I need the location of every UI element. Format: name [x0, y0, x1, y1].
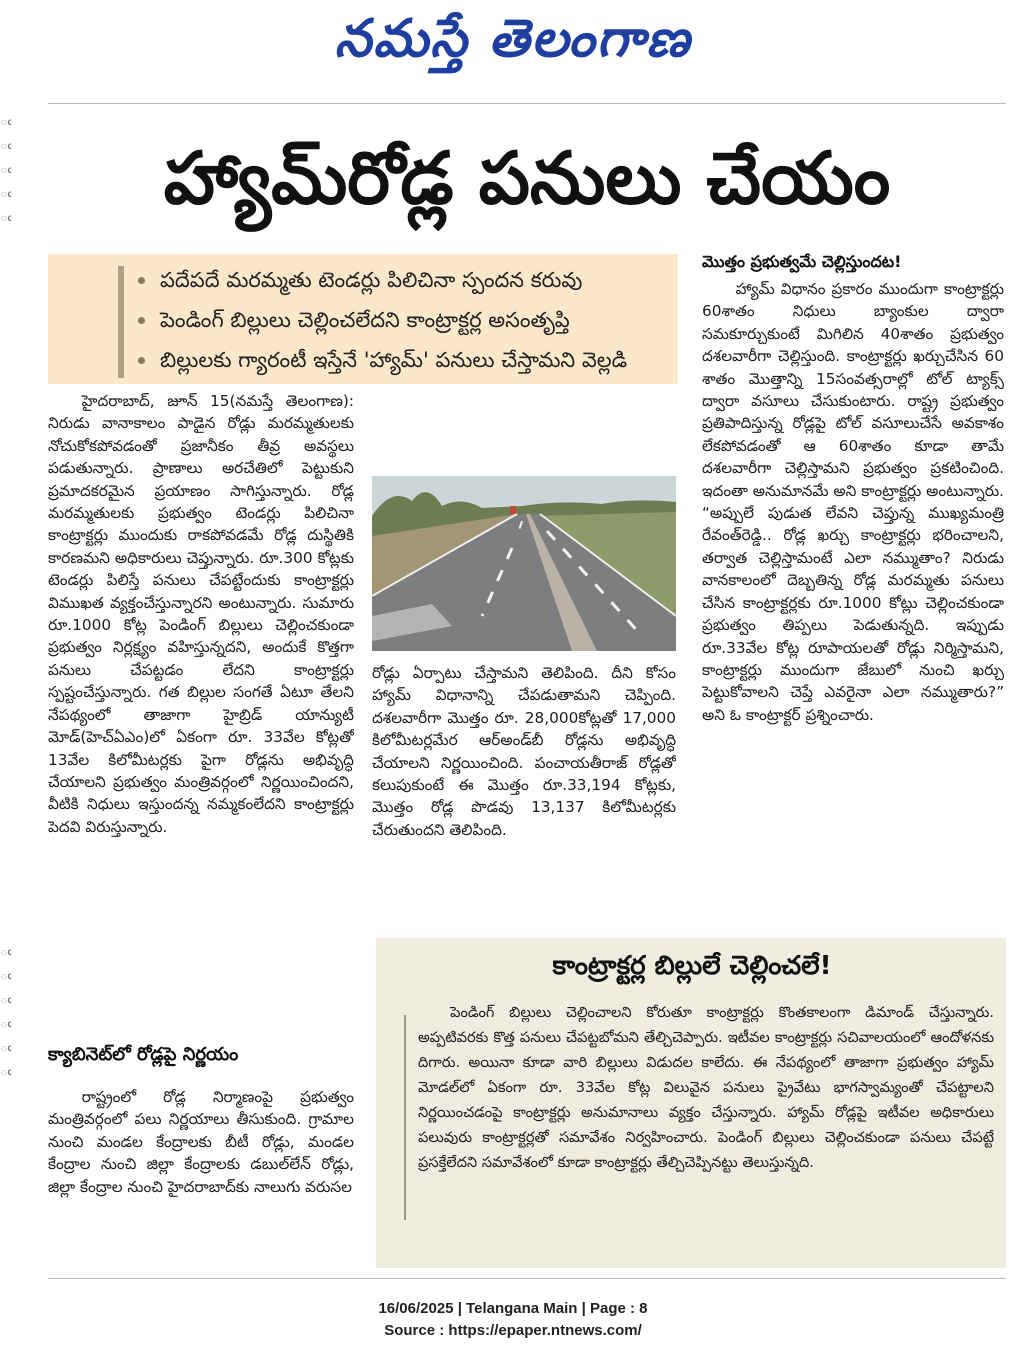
masthead-divider: [48, 103, 1006, 104]
edge-marks-bottom: ఁ ఁ ఁ ఁ ఁ ఁ: [0, 944, 12, 1079]
road-photo: [372, 476, 676, 651]
masthead-logo: నమస్తే తెలంగాణ: [334, 8, 692, 69]
footer-source-link[interactable]: Source : https://epaper.ntnews.com/: [384, 1322, 642, 1339]
sidebar-story-body: [418, 1000, 994, 1252]
article-paragraph: హ్యామ్ విధానం ప్రకారం ముందుగా కాంట్రాక్టర్లు 60శాతం నిధులు బ్యాంకుల ద్వారా సమకూర్చుకుంటే మిగిలిన 40శాతం ప్రభుత్వం దశలవారీగా చెల్లిస్తుంది. కాంట్రాక్టర్లు ఖర్చుచేసిన 60 శాతం మొత్తాన్ని 15సంవత్సరాల్లో టోల్ ట్యాక్స్ ద్వారా వసూలు చేసుకుంటారు. రాష్ట్ర ప్రభుత్వం ప్రతిపాదిస్తున్న రోడ్లపై టోల్ వసూలుచేసే అవకాశం లేకపోవడంతో ఆ 60శాతం కూడా తామే దశలవారీగా చెల్లిస్తామని ప్రభుత్వం ప్రకటించింది. ఇదంతా అనుమానమే అని కాంట్రాక్టర్లు అంటున్నారు. “అప్పులే పుడుత లేవని చెప్తున్న ముఖ్యమంత్రి రేవంత్‌రెడ్డి.. రోడ్ల ఖర్చు కాంట్రాక్టర్లు భరించాలని, తర్వాత చెల్లిస్తామంటే ఎలా నమ్ముతాం? నిరుడు వానకాలంలో దెబ్బతిన్న రోడ్ల మరమ్మతు పనులు చేసిన కాంట్రాక్టర్లకు రూ.1000 కోట్లు చెల్లించకుండా ప్రభుత్వం తిప్పలు పెడుతున్నది. ఇప్పుడు రూ.33వేల కోట్ల రూపాయలతో రోడ్లు నిర్మిస్తామని, కాంట్రాక్టర్లు ముందుగా జేబులో నుంచి ఖర్చు పెట్టుకోవాలని చెప్తే ఎవరైనా ఎలా నమ్ముతారు?” అని ఓ కాంట్రాక్టర్ ప్రశ్నించారు.: [702, 280, 1004, 724]
article-column-3: [702, 278, 1004, 916]
section-subhead: మొత్తం ప్రభుత్వమే చెల్లిస్తుందట!: [702, 252, 902, 271]
highlight-text: పదేపదే మరమ్మతు టెండర్లు పిలిచినా స్పందన కరువు: [160, 268, 583, 292]
highlight-text: పెండింగ్ బిల్లులు చెల్లించలేదని కాంట్రాక్టర్ల అసంతృప్తి: [160, 308, 570, 332]
sidebar-story-title: కాంట్రాక్టర్ల బిల్లులే చెల్లించలే!: [552, 951, 832, 981]
article-column-1b: [48, 1086, 354, 1266]
sidebar-story-rule: [404, 1015, 406, 1220]
highlights-box: [48, 254, 678, 384]
bullet-icon: [138, 277, 145, 284]
section-subhead: క్యాబినెట్‌లో రోడ్లపై నిర్ణయం: [48, 1044, 239, 1065]
article-paragraph: రాష్ట్రంలో రోడ్ల నిర్మాణంపై ప్రభుత్వం మంత్రివర్గంలో పలు నిర్ణయాలు తీసుకుంది. గ్రామాల నుంచి మండల కేంద్రాలకు బీటీ రోడ్లు, మండల కేంద్రాల నుంచి జిల్లా కేంద్రాలకు డబుల్‌లేన్ రోడ్లు, జిల్లా కేంద్రాల నుంచి హైదరాబాద్‌కు నాలుగు వరుసల: [48, 1088, 354, 1196]
highlight-item: [78, 260, 678, 300]
footer-edition-info: 16/06/2025 | Telangana Main | Page : 8: [378, 1300, 648, 1317]
edge-marks-top: ఁ ఁ ఁ ఁ ఁ: [0, 114, 12, 225]
headline: హ్యామ్‌రోడ్ల పనులు చేయం: [163, 136, 891, 220]
highlight-item: [78, 340, 678, 380]
highlight-item: [78, 300, 678, 340]
footer-divider: [48, 1278, 1006, 1279]
article-paragraph: హైదరాబాద్, జూన్ 15(నమస్తే తెలంగాణ): నిరుడు వానాకాలం పాడైన రోడ్లు మరమ్మతులకు నోచుకోకపోవడంతో ప్రజానీకం తీవ్ర అవస్థలు పడుతున్నారు. ప్రాణాలు అరచేతిలో పెట్టుకుని ప్రమాదకరమైన ప్రయాణం సాగిస్తున్నారు. రోడ్ల మరమ్మతులకు ప్రభుత్వం టెండర్లు పిలిచినా కాంట్రాక్టర్లు ముందుకు రాకపోవడమే రోడ్ల దుస్థితికి కారణమని అధికారులు చెప్తున్నారు. రూ.300 కోట్లకు టెండర్లు పిలిస్తే పనులు చేపట్టేందుకు కాంట్రాక్టర్లు విముఖత వ్యక్తంచేస్తున్నారని అంటున్నారు. సుమారు రూ.1000 కోట్ల పెండింగ్ బిల్లులు చెల్లించకుండా ప్రభుత్వం నిర్లక్ష్యం వహిస్తున్నదని, అందుకే కొత్తగా పనులు చేపట్టడం లేదని కాంట్రాక్టర్లు స్పష్టంచేస్తున్నారు. గత బిల్లుల సంగతే ఏటూ తేలని నేపథ్యంలో తాజాగా హైబ్రిడ్ యాన్యుటీ మోడ్(హెచ్ఏఎం)లో ఏకంగా రూ. 33వేల కోట్లతో 13వేల కిలోమీటర్లకు పైగా రోడ్లను అభివృద్ధి చేయాలని ప్రభుత్వం మంత్రివర్గంలో నిర్ణయించిందని, వీటికి నిధులు ఇస్తుందన్న నమ్మకంలేదని కాంట్రాక్టర్లు పెదవి విరుస్తున్నారు.: [48, 392, 354, 836]
article-paragraph: పెండింగ్ బిల్లులు చెల్లించాలని కోరుతూ కాంట్రాక్టర్లు కొంతకాలంగా డిమాండ్ చేస్తున్నారు. అప్పటివరకు కొత్త పనులు చేపట్టబోమని తేల్చిచెప్పారు. ఇటీవల కాంట్రాక్టర్లు సచివాలయంలో ఆందోళనకు దిగారు. అయినా కూడా వారి బిల్లులు విడుదల కాలేదు. ఈ నేపథ్యంలో తాజాగా ప్రభుత్వం హ్యామ్ మోడల్‌లో ఏకంగా రూ. 33వేల కోట్ల విలువైన పనులు ప్రైవేటు భాగస్వామ్యంతో చేపట్టాలని నిర్ణయించడంపై కాంట్రాక్టర్లు అనుమానాలు వ్యక్తం చేస్తున్నారు. హ్యామ్ రోడ్లపై ఇటీవల అధికారులు పలువురు కాంట్రాక్టర్లతో సమావేశం నిర్వహించారు. పెండింగ్ బిల్లులు చెల్లించకుండా పనులు చేపట్టే ప్రసక్తేలేదని సమావేశంలో కూడా కాంట్రాక్టర్లు తేల్చిచెప్పినట్టు తెలుస్తున్నది.: [418, 1004, 994, 1171]
bullet-icon: [138, 357, 145, 364]
highlight-text: బిల్లులకు గ్యారంటీ ఇస్తేనే 'హ్యామ్' పనులు చేస్తామని వెల్లడి: [160, 348, 628, 372]
article-column-2: [372, 662, 676, 916]
article-column-1: [48, 390, 354, 1026]
bullet-icon: [138, 317, 145, 324]
article-paragraph: రోడ్లు ఏర్పాటు చేస్తామని తెలిపింది. దీని కోసం హ్యామ్ విధానాన్ని చేపడుతామని చెప్పింది. దశలవారీగా మొత్తం రూ. 28,000కోట్లతో 17,000 కిలోమీటర్లమేర ఆర్అండ్‌బీ రోడ్లను అభివృద్ధి చేయాలని నిర్ణయించింది. పంచాయతీరాజ్ రోడ్లతో కలుపుకుంటే ఈ మొత్తం రూ.33,194 కోట్లకు, మొత్తం రోడ్ల పొడవు 13,137 కిలోమీటర్లకు చేరుతుందని తెలిపింది.: [372, 664, 676, 839]
